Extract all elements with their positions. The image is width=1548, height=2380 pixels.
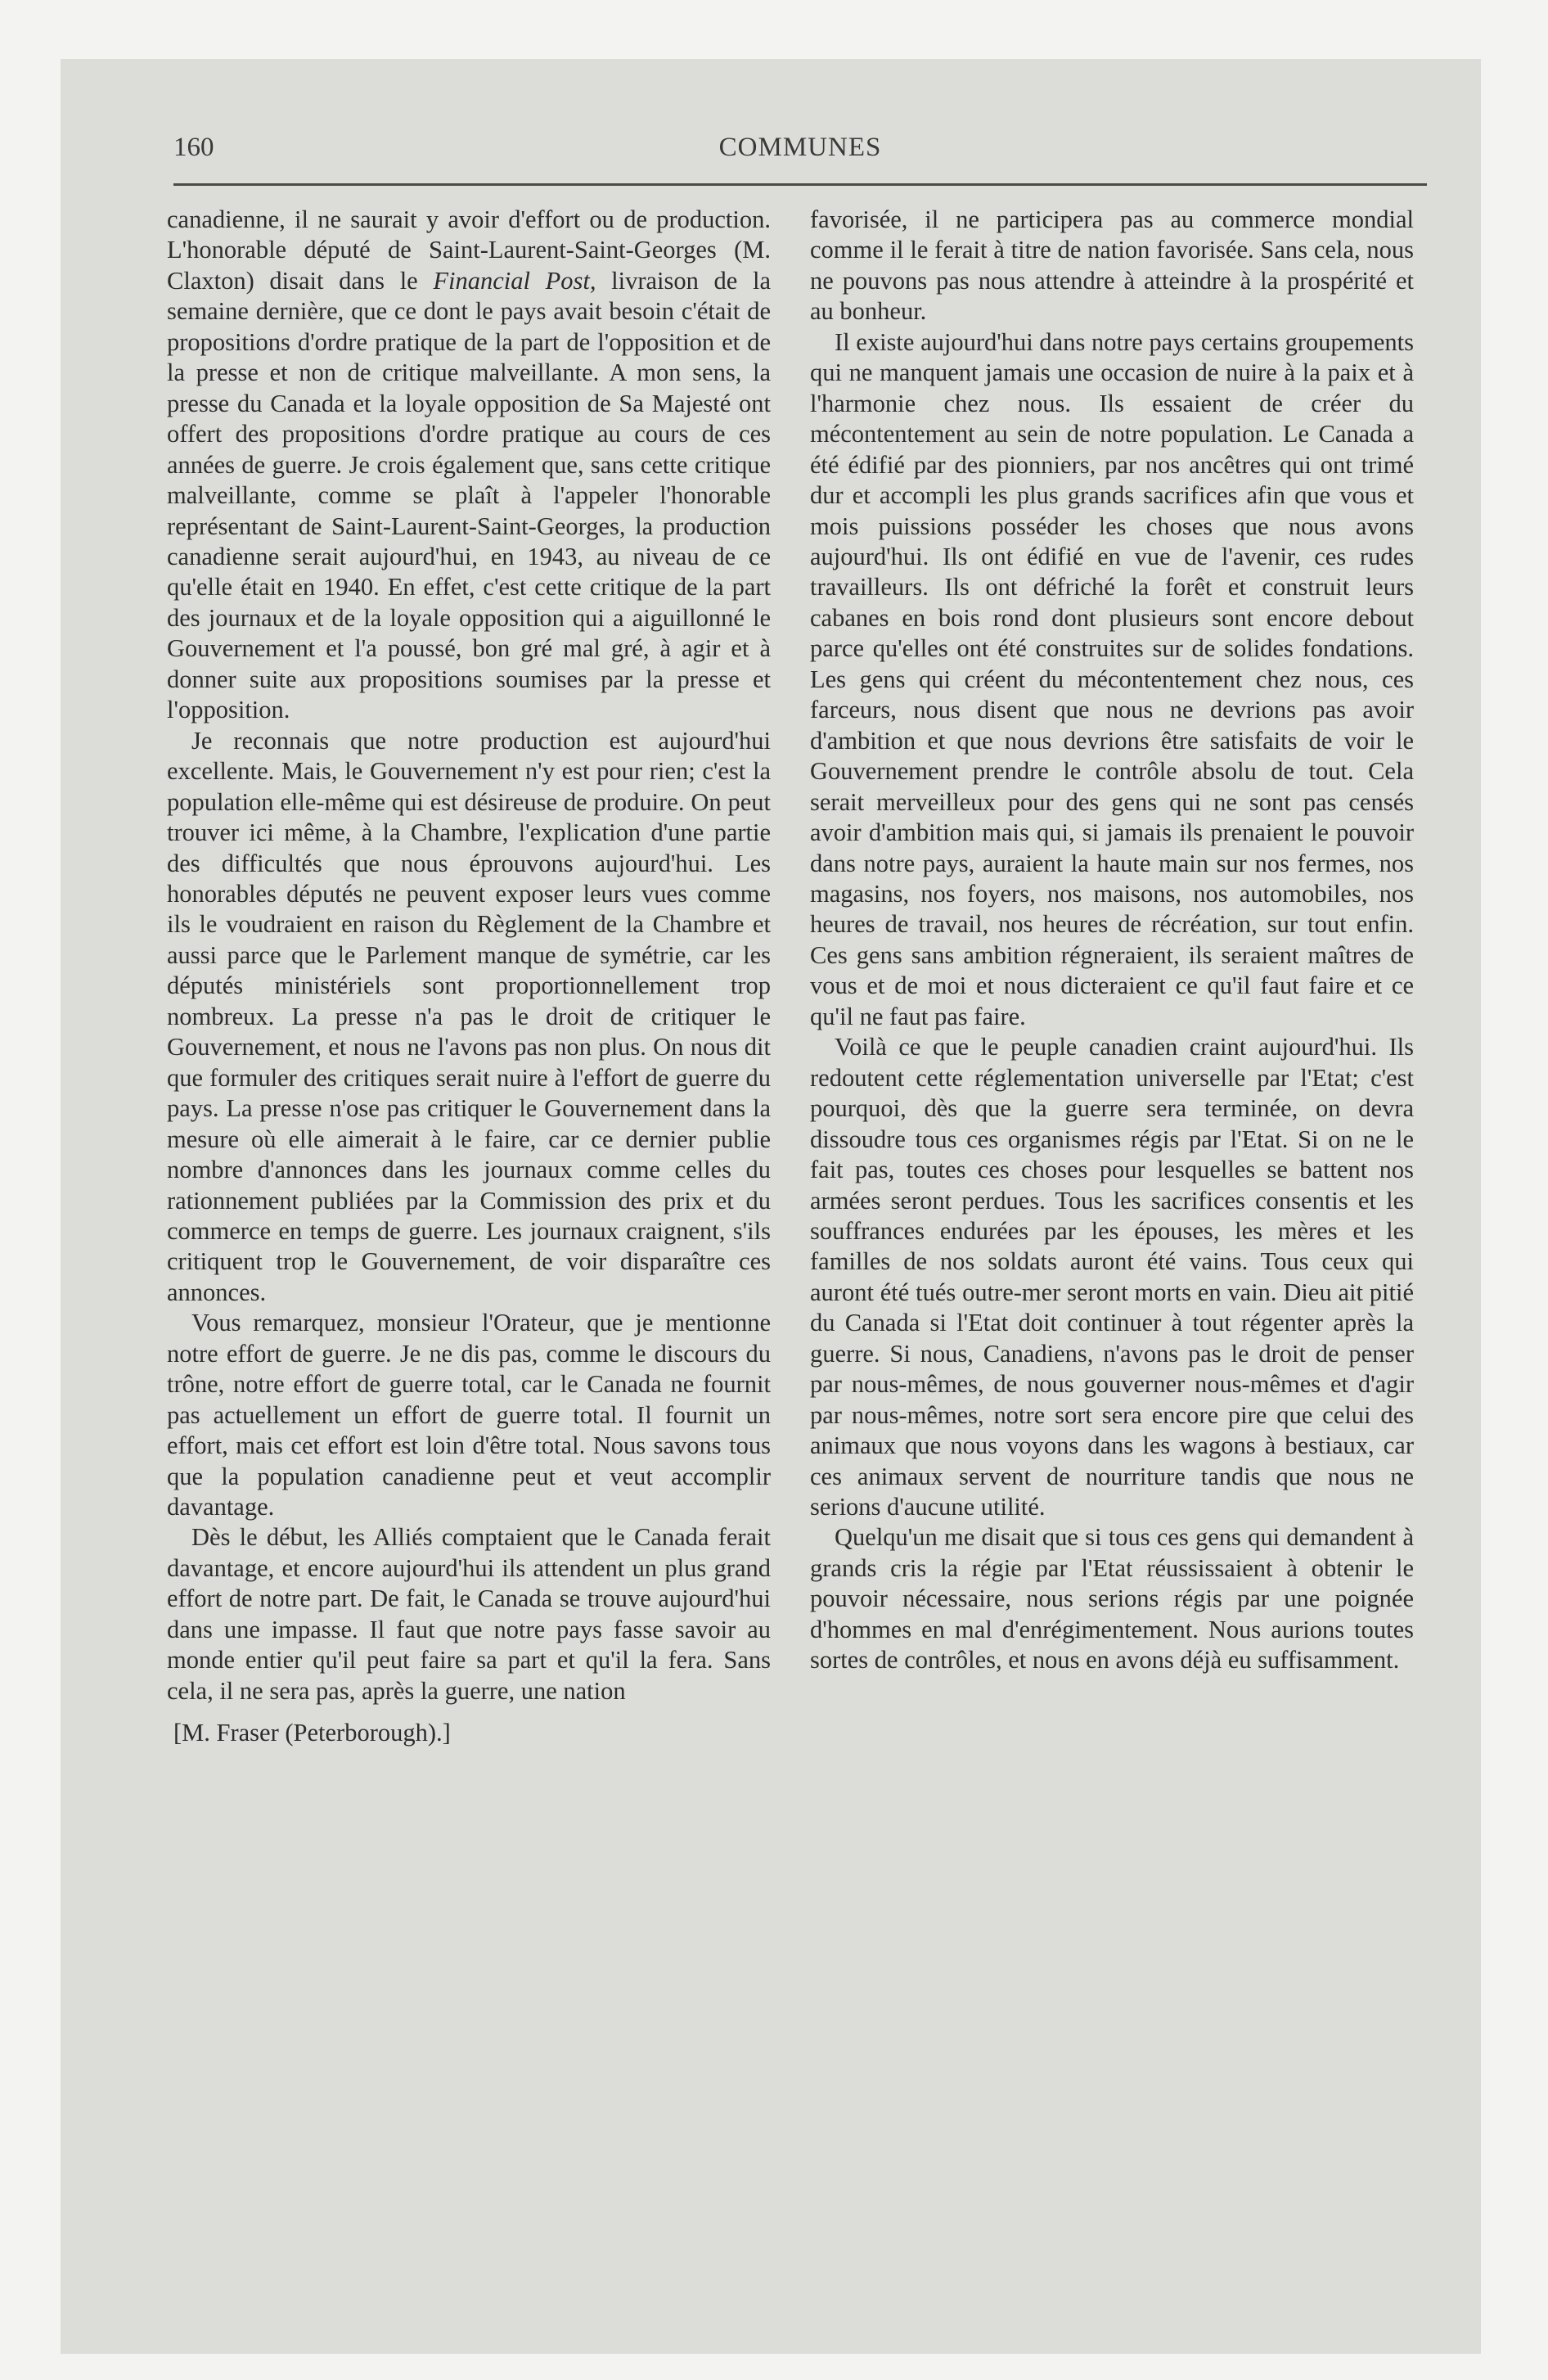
paragraph: Voilà ce que le peuple canadien craint aujourd'hui. Ils redoutent cette réglementation universelle par l'Etat; c'est pourquoi, dès que la guerre sera terminée, on devra dissoudre tous ces organismes régis par l'Etat. Si on ne le fait pas, toutes ces choses pour lesquelles se battent nos armées seront perdues. Tous les sacrifices consentis et les souffrances endurées par les épouses, les mères et les familles de nos soldats auront été vains. Tous ceux qui auront été tués outre-mer seront morts en vain. Dieu ait pitié du Canada si l'Etat doit continuer à tout régenter après la guerre. Si nous, Canadiens, n'avons pas le droit de penser par nous-mêmes, de nous gouverner nous-mêmes et d'agir par nous-mêmes, notre sort sera encore pire que celui des animaux que nous voyons dans les wagons à bestiaux, car ces animaux servent de nourriture tandis que nous ne serions d'aucune utilité.: [810, 1033, 1414, 1521]
paragraph: favorisée, il ne participera pas au commerce mondial comme il le ferait à titre de nation favorisée. Sans cela, nous ne pouvons pas nous attendre à atteindre à la prospérité et au bonheur.: [810, 205, 1414, 326]
paragraph: Vous remarquez, monsieur l'Orateur, que je mentionne notre effort de guerre. Je ne dis pas, comme le discours du trône, notre effort de guerre total, car le Canada ne fournit pas actuellement un effort de guerre total. Il fournit un effort, mais cet effort est loin d'être total. Nous savons tous que la population canadienne peut et veut accomplir davantage.: [167, 1309, 771, 1521]
right-column: [810, 205, 1414, 1676]
page-header: [173, 133, 1427, 174]
paragraph: Quelqu'un me disait que si tous ces gens qui demandent à grands cris la régie par l'Etat réussissaient à obtenir le pouvoir nécessaire, nous serions régis par une poignée d'hommes en mal d'enrégimentement. Nous aurions toutes sortes de contrôles, et nous en avons déjà eu suffisamment.: [810, 1523, 1414, 1675]
publication-title: Financial Post,: [433, 266, 596, 295]
running-title: COMMUNES: [718, 133, 882, 162]
speaker-attribution: [M. Fraser (Peterborough).]: [173, 1719, 451, 1747]
paragraph: Il existe aujourd'hui dans notre pays certains groupements qui ne manquent jamais une occasion de nuire à la paix et à l'harmonie chez nous. Ils essaient de créer du mécontentement au sein de notre population. Le Canada a été édifié par des pionniers, par nos ancêtres qui ont trimé dur et accompli les plus grands sacrifices afin que vous et mois puissions posséder les choses que nous avons aujourd'hui. Ils ont édifié en vue de l'avenir, ces rudes travailleurs. Ils ont défriché la forêt et construit leurs cabanes en bois rond dont plusieurs sont encore debout parce qu'elles ont été construites sur de solides fondations. Les gens qui créent du mécontentement chez nous, ces farceurs, nous disent que nous ne devrions pas avoir d'ambition et que nous devrions être satisfaits de voir le Gouvernement prendre le contrôle absolu de tout. Cela serait merveilleux pour des gens qui ne sont pas censés avoir d'ambition mais qui, si jamais ils prenaient le pouvoir dans notre pays, auraient la haute main sur nos fermes, nos magasins, nos foyers, nos maisons, nos automobiles, nos heures de travail, nos heures de récréation, sur tout enfin. Ces gens sans ambition régneraient, ils seraient maîtres de vous et de moi et nous dicteraient ce qu'il faut faire et ce qu'il ne faut pas faire.: [810, 327, 1414, 1030]
paragraph: Je reconnais que notre production est aujourd'hui excellente. Mais, le Gouvernement n'y est pour rien; c'est la population elle-même qui est désireuse de produire. On peut trouver ici même, à la Chambre, l'explication d'une partie des difficultés que nous éprouvons aujourd'hui. Les honorables députés ne peuvent exposer leurs vues comme ils le voudraient en raison du Règlement de la Chambre et aussi parce que le Parlement manque de symétrie, car les députés ministériels sont proportionnellement trop nombreux. La presse n'a pas le droit de critiquer le Gouvernement, et nous ne l'avons pas non plus. On nous dit que formuler des critiques serait nuire à l'effort de guerre du pays. La presse n'ose pas critiquer le Gouvernement dans la mesure où elle aimerait à le faire, car ce dernier publie nombre d'annonces dans les journaux comme celles du rationnement publiées par la Commission des prix et du commerce en temps de guerre. Les journaux craignent, s'ils critiquent trop le Gouvernement, de voir disparaître ces annonces.: [167, 726, 771, 1306]
paragraph: Dès le début, les Alliés comptaient que le Canada ferait davantage, et encore aujourd'hui ils attendent un plus grand effort de notre part. De fait, le Canada se trouve aujourd'hui dans une impasse. Il faut que notre pays fasse savoir au monde entier qu'il peut faire sa part et qu'il la fera. Sans cela, il ne sera pas, après la guerre, une nation: [167, 1523, 771, 1705]
left-column: [167, 205, 771, 1749]
paragraph-text: canadienne, il ne saurait y avoir d'effort ou de production. L'honorable député de Saint-Laurent-Saint-Georges (M. Claxton) disait dans le: [167, 205, 771, 295]
header-rule: [173, 183, 1427, 186]
paragraph: [167, 205, 771, 726]
page-number: 160: [173, 133, 214, 162]
paragraph-text: livraison de la semaine dernière, que ce dont le pays avait besoin c'était de propositions d'ordre pratique de la part de l'opposition et de la presse et non de critique malveillante. A mon sens, la presse du Canada et la loyale opposition de Sa Majesté ont offert des propositions d'ordre pratique au cours de ces années de guerre. Je crois également que, sans cette critique malveillante, comme se plaît à l'appeler l'honorable représentant de Saint-Laurent-Saint-Georges, la production canadienne serait aujourd'hui, en 1943, au niveau de ce qu'elle était en 1940. En effet, c'est cette critique de la part des journaux et de la loyale opposition qui a aiguillonné le Gouvernement et l'a poussé, bon gré mal gré, à agir et à donner suite aux propositions soumises par la presse et l'opposition.: [167, 266, 771, 724]
